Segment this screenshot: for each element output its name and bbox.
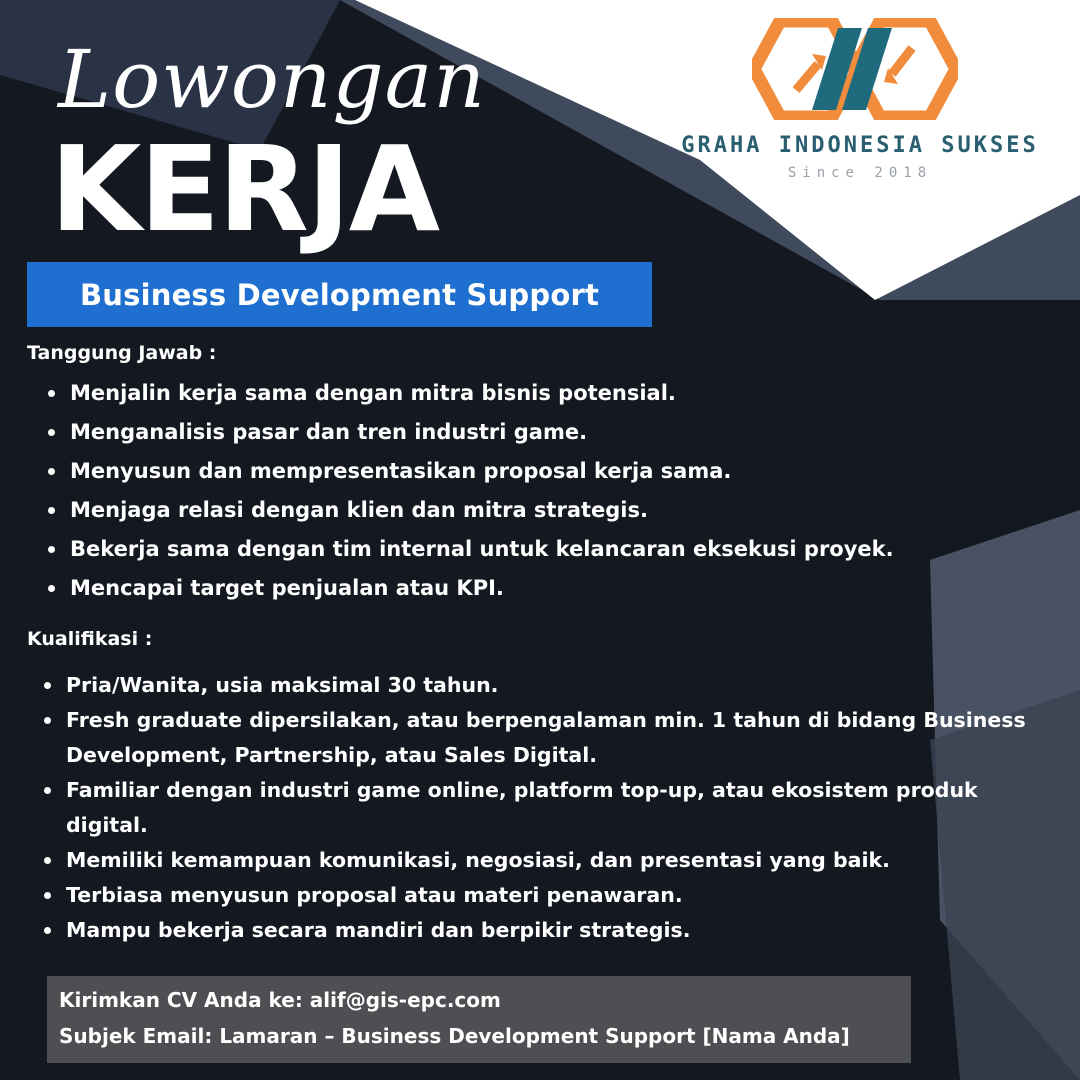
script-heading: Lowongan: [58, 33, 486, 126]
position-banner: [27, 262, 652, 327]
list-item: Menjalin kerja sama dengan mitra bisnis potensial.: [70, 374, 1070, 413]
list-item: Menyusun dan mempresentasikan proposal kerja sama.: [70, 452, 1070, 491]
bullet-icon: [48, 468, 55, 475]
bullet-icon: [48, 585, 55, 592]
company-since: Since 2018: [787, 165, 933, 181]
list-item: Pria/Wanita, usia maksimal 30 tahun.: [66, 668, 1056, 703]
list-item: Memiliki kemampuan komunikasi, negosiasi, dan presentasi yang baik.: [66, 843, 1056, 878]
list-item: Terbiasa menyusun proposal atau materi penawaran.: [66, 878, 1056, 913]
bullet-icon: [48, 390, 55, 397]
list-item: Menjaga relasi dengan klien dan mitra strategis.: [70, 491, 1070, 530]
list-item: Fresh graduate dipersilakan, atau berpengalaman min. 1 tahun di bidang Business Development, Partnership, atau Sales Digital.: [66, 703, 1056, 773]
bullet-icon: [48, 507, 55, 514]
contact-email-line: Kirimkan CV Anda ke: alif@gis-epc.com: [59, 988, 501, 1012]
list-item: Mampu bekerja secara mandiri dan berpikir strategis.: [66, 913, 1056, 948]
list-item: Familiar dengan industri game online, platform top-up, atau ekosistem produk digital.: [66, 773, 1056, 843]
qualifications-list: [66, 668, 1056, 948]
bullet-icon: [44, 787, 51, 794]
company-name: GRAHA INDONESIA SUKSES: [681, 133, 1039, 158]
list-item: Menganalisis pasar dan tren industri game.: [70, 413, 1070, 452]
bullet-icon: [44, 857, 51, 864]
company-logo-icon: [752, 18, 958, 120]
bullet-icon: [44, 927, 51, 934]
responsibilities-heading: Tanggung Jawab :: [27, 342, 217, 364]
responsibilities-list: [70, 374, 1070, 608]
main-heading: KERJA: [50, 120, 439, 258]
list-item: Mencapai target penjualan atau KPI.: [70, 569, 1070, 608]
list-item: Bekerja sama dengan tim internal untuk kelancaran eksekusi proyek.: [70, 530, 1070, 569]
bullet-icon: [44, 682, 51, 689]
bullet-icon: [48, 546, 55, 553]
qualifications-heading: Kualifikasi :: [27, 628, 153, 650]
position-title: Business Development Support: [79, 277, 600, 312]
bullet-icon: [44, 892, 51, 899]
bullet-icon: [48, 429, 55, 436]
contact-box: [47, 976, 911, 1063]
contact-subject-line: Subjek Email: Lamaran – Business Development Support [Nama Anda]: [59, 1024, 850, 1048]
bullet-icon: [44, 717, 51, 724]
